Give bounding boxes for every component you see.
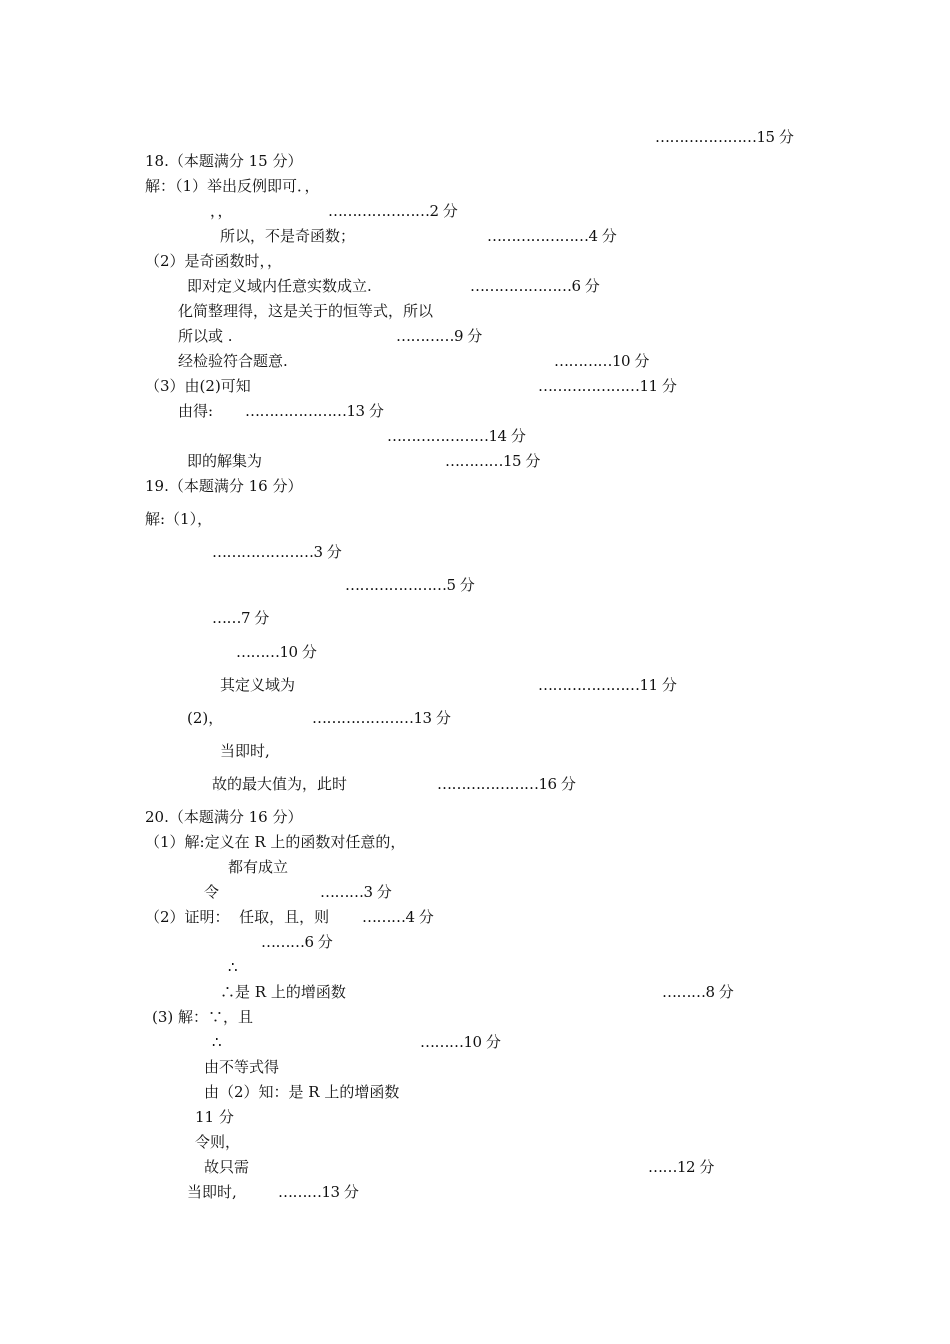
solution-line: 即的解集为 [187,452,263,470]
solution-line: 解:（1）， [145,510,213,528]
score-marker: …………………11 分 [538,377,677,395]
score-marker: ………8 分 [662,983,734,1001]
solution-line: 都有成立 [228,858,289,876]
solution-line: ∴是 R 上的增函数 [220,983,346,1001]
problem-heading-19: 19.（本题满分 16 分） [145,477,303,495]
score-marker: ………10 分 [420,1033,501,1051]
problem-heading-20: 20.（本题满分 16 分） [145,808,303,826]
solution-line: 由不等式得 [204,1058,280,1076]
solution-line: 化简整理得，这是关于的恒等式，所以 [178,302,434,320]
solution-line: （3）由(2)可知 [145,377,251,395]
score-marker: …………………15 分 [655,128,794,146]
score-marker: …………………16 分 [437,775,576,793]
solution-line: （2）证明： 任取，且，则 [145,908,330,926]
score-marker: …………………6 分 [470,277,600,295]
score-marker: …………………3 分 [212,543,342,561]
score-marker: …………15 分 [445,452,540,470]
solution-line: 即对定义域内任意实数成立. [187,277,372,295]
score-marker: ……12 分 [648,1158,714,1176]
score-marker: …………………13 分 [245,402,384,420]
problem-heading-18: 18.（本题满分 15 分） [145,152,303,170]
therefore-symbol: ∴ [228,958,238,976]
solution-line: 解：（1）举出反例即可．， [145,177,320,195]
score-marker: …………………11 分 [538,676,677,694]
score-marker: ………10 分 [236,643,317,661]
solution-line: 所以，不是奇函数； [220,227,356,245]
score-marker: …………………4 分 [487,227,617,245]
solution-line: 令 [204,883,220,901]
score-marker: …………………13 分 [312,709,451,727]
solution-line: 当即时, [187,1183,237,1201]
solution-line: (2)， [187,709,224,727]
solution-line: 故只需 [204,1158,250,1176]
score-marker: ………3 分 [320,883,392,901]
solution-line: ，， [210,202,233,220]
score-marker: ……7 分 [212,609,269,627]
therefore-symbol: ∴ [212,1033,222,1051]
solution-line: （2）是奇函数时，， [145,252,283,270]
score-marker: …………………2 分 [328,202,458,220]
solution-line: 由（2）知：是 R 上的增函数 [204,1083,400,1101]
solution-line: 所以或 . [178,327,233,345]
solution-line: 当即时, [220,742,270,760]
score-marker: …………………14 分 [387,427,526,445]
solution-line: 经检验符合题意. [178,352,288,370]
score-marker: 11 分 [195,1108,234,1126]
solution-line: 令则， [195,1133,241,1151]
score-marker: ………4 分 [362,908,434,926]
score-marker: …………………5 分 [345,576,475,594]
solution-line: 由得: [178,402,214,420]
solution-line: （1）解:定义在 R 上的函数对任意的， [145,833,406,851]
score-marker: …………9 分 [396,327,482,345]
score-marker: ………6 分 [261,933,333,951]
score-marker: …………10 分 [554,352,649,370]
solution-line: 其定义域为 [220,676,296,694]
solution-line: 故的最大值为，此时 [212,775,348,793]
solution-line: (3) 解：∵，且 [152,1008,254,1026]
score-marker: ………13 分 [278,1183,359,1201]
